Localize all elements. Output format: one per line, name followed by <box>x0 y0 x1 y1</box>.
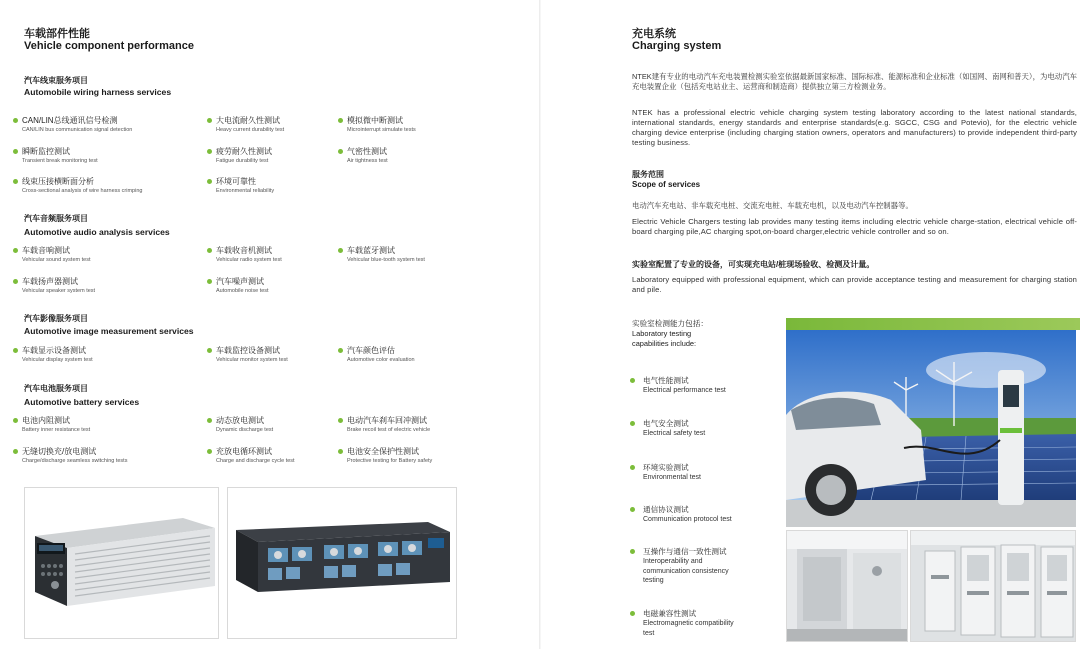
list-item: 电池安全保护性测试 Protective testing for Battery safety <box>338 447 432 465</box>
bullet-icon <box>630 421 635 426</box>
list-item: 通信协议测试 Communication protocol test <box>630 504 732 525</box>
list-item: 电磁兼容性测试 Electromagnetic compatibility test <box>630 608 734 638</box>
cabinets-icon <box>911 531 1076 642</box>
bullet-icon <box>13 118 18 123</box>
left-title-en: Vehicle component performance <box>24 40 194 52</box>
list-item: 车载监控设备测试 Vehicular monitor system test <box>207 346 288 364</box>
list-item: 电动汽车刹车回冲测试 Brake recoil test of electric vehicle <box>338 416 430 434</box>
list-item: 车载蓝牙测试 Vehicular blue-tooth system test <box>338 246 425 264</box>
section-title-en: Automotive audio analysis services <box>24 227 170 237</box>
section-title-cn: 汽车电池服务项目 <box>24 384 88 393</box>
list-item: 车载显示设备测试 Vehicular display system test <box>13 346 93 364</box>
lab-room-icon <box>787 531 908 642</box>
capabilities-title-en: capabilities include: <box>632 339 697 348</box>
section-title-en: Automotive battery services <box>24 397 140 407</box>
section-title-en: Automotive image measurement services <box>24 326 194 336</box>
bullet-icon <box>630 507 635 512</box>
bullet-icon <box>13 449 18 454</box>
bullet-icon <box>338 248 343 253</box>
intro-en: NTEK has a professional electric vehicle charging system testing laboratory according to the latest national standards, international standards, energy standards and enterprise standards(e.g. SGCC, CSG and Potevio), for the electric vehicle charging device enterprise (including charging station owners, operators and manufacturers) to provide independent third-party testing business. <box>632 108 1077 147</box>
list-item: 疲劳耐久性测试 Fatigue durability test <box>207 147 272 165</box>
bullet-icon <box>630 549 635 554</box>
list-item: 线束压接横断面分析 Cross-sectional analysis of wire harness crimping <box>13 177 142 195</box>
ev-charging-photo <box>786 330 1076 527</box>
list-item: 模拟微中断测试 Microinterrupt simulate tests <box>338 116 416 134</box>
list-item: 电气性能测试 Electrical performance test <box>630 375 726 396</box>
list-item: 环境可靠性 Environmental reliability <box>207 177 274 195</box>
scope-cn: 电动汽车充电站、非车载充电桩、交流充电桩、车载充电机，以及电动汽车控制器等。 <box>632 201 913 210</box>
bullet-icon <box>207 149 212 154</box>
capabilities-title-cn: 实验室检测能力包括： <box>632 319 708 328</box>
list-item: 车载收音机测试 Vehicular radio system test <box>207 246 282 264</box>
lab-room-photo <box>786 530 908 642</box>
intro-cn: NTEK建有专业的电动汽车充电装置检测实验室依据最新国家标准、国际标准、能源标准和企业标准（如国网、南网和普天），为电动汽车充电装置企业（包括充电站业主、运营商和制造商）提供独立第三方检测业务。 <box>632 72 1077 91</box>
bullet-icon <box>13 279 18 284</box>
section-title-en: Automobile wiring harness services <box>24 87 172 97</box>
section-title-cn: 汽车影像服务项目 <box>24 314 88 323</box>
bullet-icon <box>207 449 212 454</box>
bullet-icon <box>13 248 18 253</box>
list-item: 汽车颜色评估 Automotive color evaluation <box>338 346 415 364</box>
list-item: 瞬断监控测试 Transient break monitoring test <box>13 147 98 165</box>
bullet-icon <box>338 149 343 154</box>
ev-charging-icon <box>786 330 1076 527</box>
audio-analyzer-icon <box>228 488 457 639</box>
bullet-icon <box>207 118 212 123</box>
bullet-icon <box>207 179 212 184</box>
bullet-icon <box>338 348 343 353</box>
section-title-cn: 汽车线束服务项目 <box>24 76 88 85</box>
list-item: 车载音响测试 Vehicular sound system test <box>13 246 90 264</box>
bullet-icon <box>630 465 635 470</box>
scope-en: Electric Vehicle Chargers testing lab provides many testing items including electric vehicle charge-station, electrical vehicle off-board charging pile,AC charging spot,on-board charger,electric vehicle controller and so on. <box>632 217 1077 236</box>
bullet-icon <box>13 418 18 423</box>
bullet-icon <box>207 348 212 353</box>
list-item: 动态放电测试 Dynamic discharge test <box>207 416 273 434</box>
list-item: 气密性测试 Air tightness test <box>338 147 388 165</box>
bullet-icon <box>338 418 343 423</box>
equipment-en: Laboratory equipped with professional equipment, which can provide acceptance testing and measurement for charging station and pile. <box>632 275 1077 294</box>
list-item: 无缝切换充/放电测试 Charge/discharge seamless switching tests <box>13 447 127 465</box>
right-title-cn: 充电系统 <box>632 28 676 40</box>
list-item: 充放电循环测试 Charge and discharge cycle test <box>207 447 295 465</box>
test-cabinets-photo <box>910 530 1076 642</box>
list-item: CAN/LIN总线通讯信号检测 CAN/LIN bus communication signal detection <box>13 116 132 134</box>
bullet-icon <box>13 149 18 154</box>
list-item: 环境实验测试 Environmental test <box>630 462 701 483</box>
capabilities-title-en: Laboratory testing <box>632 329 692 338</box>
bullet-icon <box>13 348 18 353</box>
list-item: 电池内阻测试 Battery inner resistance test <box>13 416 90 434</box>
list-item: 大电流耐久性测试 Heavy current durability test <box>207 116 284 134</box>
list-item: 互操作与通信一致性测试 Interoperability and communication consistency testing <box>630 546 729 586</box>
list-item: 汽车噪声测试 Automobile noise test <box>207 277 269 295</box>
bullet-icon <box>338 449 343 454</box>
right-title-en: Charging system <box>632 40 722 52</box>
power-supply-icon <box>25 488 219 639</box>
accent-bar <box>786 318 1080 330</box>
bullet-icon <box>207 248 212 253</box>
bullet-icon <box>207 279 212 284</box>
scope-title-cn: 服务范围 <box>632 170 664 179</box>
left-title-cn: 车载部件性能 <box>24 28 90 40</box>
power-supply-photo <box>24 487 219 639</box>
equipment-cn: 实验室配置了专业的设备，可实现充电站/桩现场验收、检测及计量。 <box>632 260 875 269</box>
bullet-icon <box>630 611 635 616</box>
section-title-cn: 汽车音频服务项目 <box>24 214 88 223</box>
right-page <box>540 0 1080 649</box>
bullet-icon <box>630 378 635 383</box>
audio-analyzer-photo <box>227 487 457 639</box>
scope-title-en: Scope of services <box>632 180 701 189</box>
list-item: 车载扬声器测试 Vehicular speaker system test <box>13 277 95 295</box>
bullet-icon <box>207 418 212 423</box>
list-item: 电气安全测试 Electrical safety test <box>630 418 705 439</box>
bullet-icon <box>13 179 18 184</box>
bullet-icon <box>338 118 343 123</box>
